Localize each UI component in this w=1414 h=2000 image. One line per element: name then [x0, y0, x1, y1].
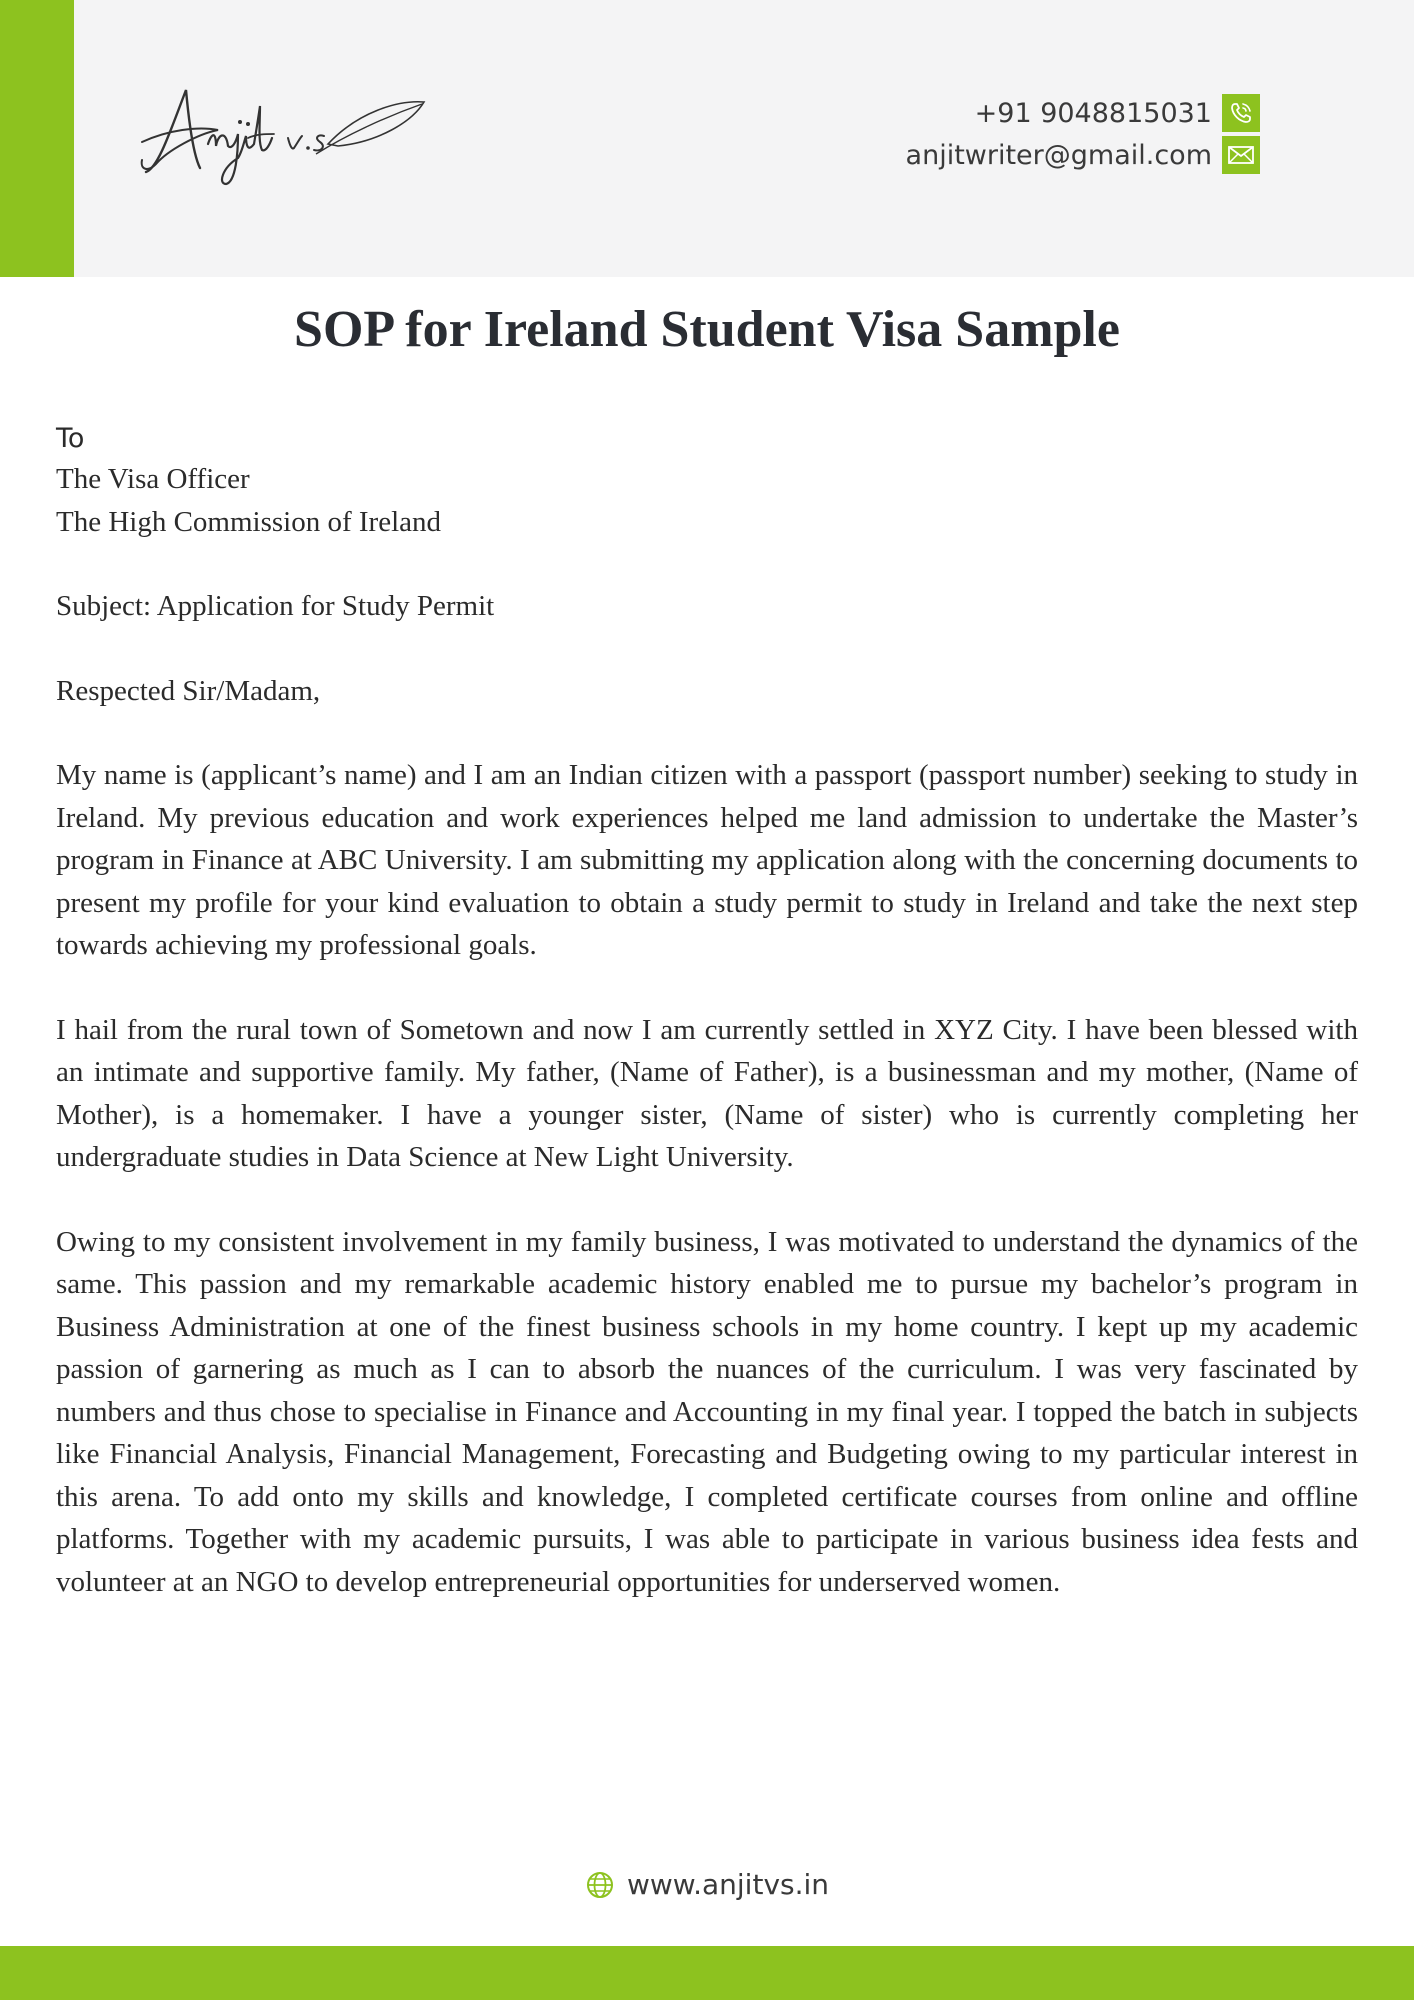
- globe-icon: [585, 1870, 615, 1900]
- recipient-line-1: The Visa Officer: [56, 463, 250, 495]
- website-url[interactable]: www.anjitvs.in: [626, 1868, 830, 1901]
- paragraph-2: I hail from the rural town of Sometown and now I am currently settled in XYZ City. I have been blessed with an intimate and supportive family. My father, (Name of Father), is a businessman and my mother, (Name of Mother), is a homemaker. I have a younger sister, (Name of sister) who is currently completing her undergraduate studies in Data Science at New Light University.: [56, 1013, 1358, 1173]
- signature-logo: [138, 72, 438, 192]
- document-title: SOP for Ireland Student Visa Sample: [294, 301, 1120, 358]
- subject-line: Subject: Application for Study Permit: [56, 590, 495, 622]
- email-address: anjitwriter@gmail.com: [905, 139, 1212, 171]
- website-link[interactable]: [0, 1868, 1414, 1901]
- letter-body: [56, 420, 1358, 1645]
- footer-accent-bar: [0, 1946, 1414, 2000]
- salutation: Respected Sir/Madam,: [56, 674, 321, 707]
- phone-number: +91 9048815031: [974, 97, 1212, 129]
- contact-block: [906, 92, 1260, 176]
- email-row: [906, 134, 1260, 176]
- accent-bar: [0, 0, 74, 277]
- recipient-line-2: The High Commission of Ireland: [56, 505, 442, 538]
- to-label: To: [56, 423, 85, 454]
- paragraph-1: My name is (applicant’s name) and I am an Indian citizen with a passport (passport number) seeking to study in Ireland. My previous education and work experiences helped me land admission to undertake the Master’s program in Finance at ABC University. I am submitting my application along with the concerning documents to present my profile for your kind evaluation to obtain a study permit to study in Ireland and take the next step towards achieving my professional goals.: [56, 759, 1358, 961]
- paragraph-3: Owing to my consistent involvement in my family business, I was motivated to understand the dynamics of the same. This passion and my remarkable academic history enabled me to pursue my bachelor’s program in Business Administration at one of the finest business schools in my home country. I kept up my academic passion of garnering as much as I can to absorb the nuances of the curriculum. I was very fascinated by numbers and thus chose to specialise in Finance and Accounting in my final year. I topped the batch in subjects like Financial Analysis, Financial Management, Forecasting and Budgeting owing to my particular interest in this arena. To add onto my skills and knowledge, I completed certificate courses from online and offline platforms. Together with my academic pursuits, I was able to participate in various business idea fests and volunteer at an NGO to develop entrepreneurial opportunities for underserved women.: [56, 1225, 1358, 1598]
- phone-row: [906, 92, 1260, 134]
- mail-icon: [1222, 136, 1260, 174]
- phone-icon: [1222, 94, 1260, 132]
- letterhead: [0, 0, 1414, 277]
